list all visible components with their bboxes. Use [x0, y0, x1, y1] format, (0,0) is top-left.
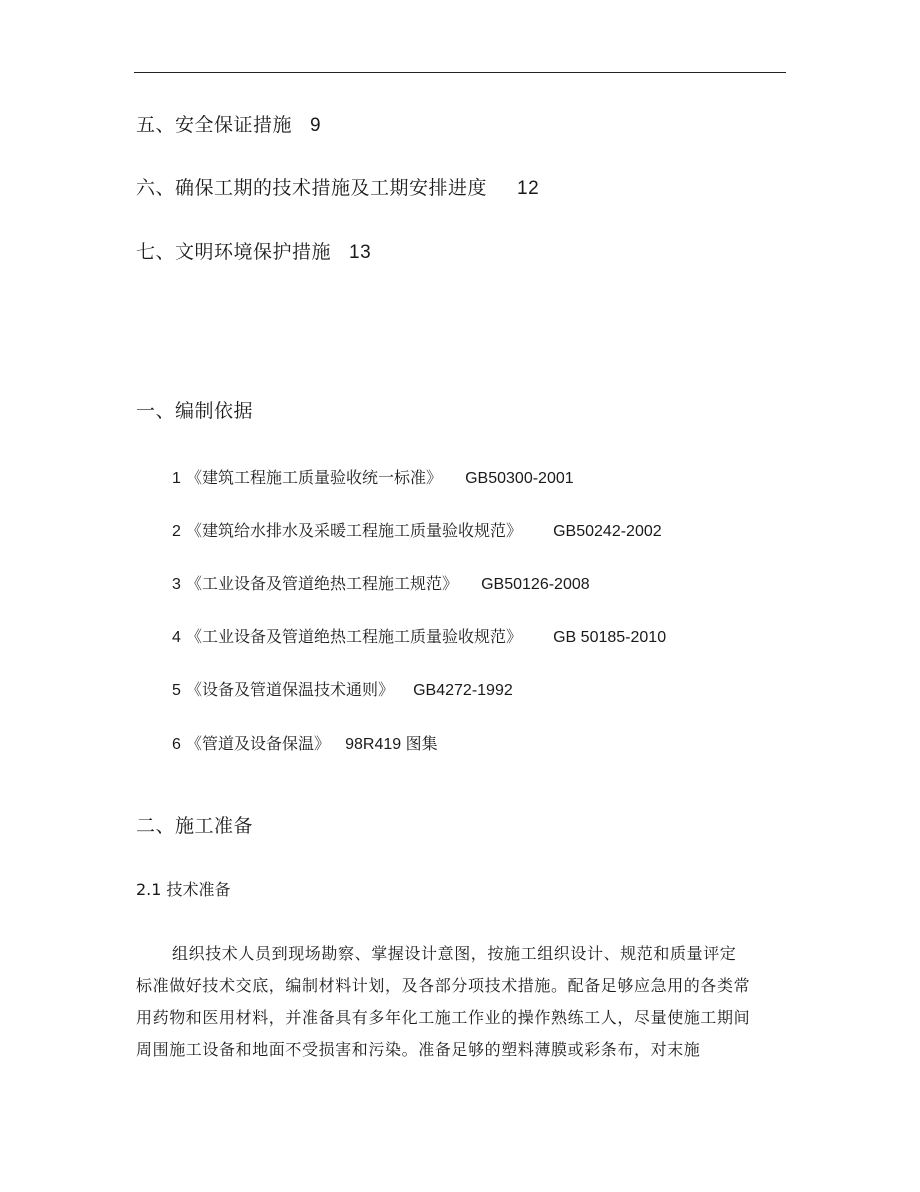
reference-item [172, 624, 666, 647]
reference-code: 98R419 图集 [345, 736, 438, 753]
reference-title: 《设备及管道保温技术通则》 [186, 680, 395, 699]
header-rule [134, 72, 786, 73]
section-heading-preparation: 二、施工准备 [136, 815, 254, 837]
toc-entry-6 [136, 173, 539, 200]
reference-code: GB4272-1992 [413, 682, 513, 699]
reference-code: GB 50185-2010 [553, 629, 667, 646]
reference-title: 《工业设备及管道绝热工程施工规范》 [186, 574, 459, 593]
paragraph-line: 用药物和医用材料，并准备具有多年化工施工作业的操作熟练工人，尽量使施工期间 [136, 1008, 751, 1027]
reference-code: GB50126-2008 [481, 576, 590, 593]
subsection-heading: 2.1 技术准备 [136, 880, 231, 899]
reference-title: 《建筑给水排水及采暖工程施工质量验收规范》 [186, 521, 523, 540]
toc-entry-page: 9 [310, 115, 322, 136]
reference-title: 《建筑工程施工质量验收统一标准》 [186, 468, 443, 487]
reference-item [172, 677, 513, 700]
reference-title: 《管道及设备保温》 [186, 734, 331, 753]
reference-title: 《工业设备及管道绝热工程施工质量验收规范》 [186, 627, 523, 646]
toc-entry-label: 六、确保工期的技术措施及工期安排进度 [136, 177, 488, 199]
reference-index: 2 [172, 523, 181, 540]
reference-item [172, 571, 590, 594]
paragraph-line: 组织技术人员到现场勘察、掌握设计意图，按施工组织设计、规范和质量评定 [172, 944, 737, 963]
toc-entry-page: 12 [517, 178, 540, 199]
reference-index: 5 [172, 682, 181, 699]
reference-item [172, 518, 662, 541]
paragraph-line: 周围施工设备和地面不受损害和污染。准备足够的塑料薄膜或彩条布，对末施 [136, 1040, 701, 1059]
reference-index: 1 [172, 470, 181, 487]
toc-entry-label: 七、文明环境保护措施 [136, 241, 332, 263]
section-heading-basis: 一、编制依据 [136, 400, 254, 422]
paragraph-line: 标准做好技术交底，编制材料计划，及各部分项技术措施。配备足够应急用的各类常 [136, 976, 751, 995]
toc-entry-page: 13 [349, 242, 372, 263]
reference-code: GB50300-2001 [465, 470, 574, 487]
toc-entry-5 [136, 110, 321, 137]
toc-entry-label: 五、安全保证措施 [136, 114, 293, 136]
toc-entry-7 [136, 237, 371, 264]
reference-index: 6 [172, 736, 181, 753]
reference-item [172, 465, 574, 488]
reference-index: 3 [172, 576, 181, 593]
reference-code: GB50242-2002 [553, 523, 662, 540]
reference-item [172, 731, 438, 754]
reference-index: 4 [172, 629, 181, 646]
